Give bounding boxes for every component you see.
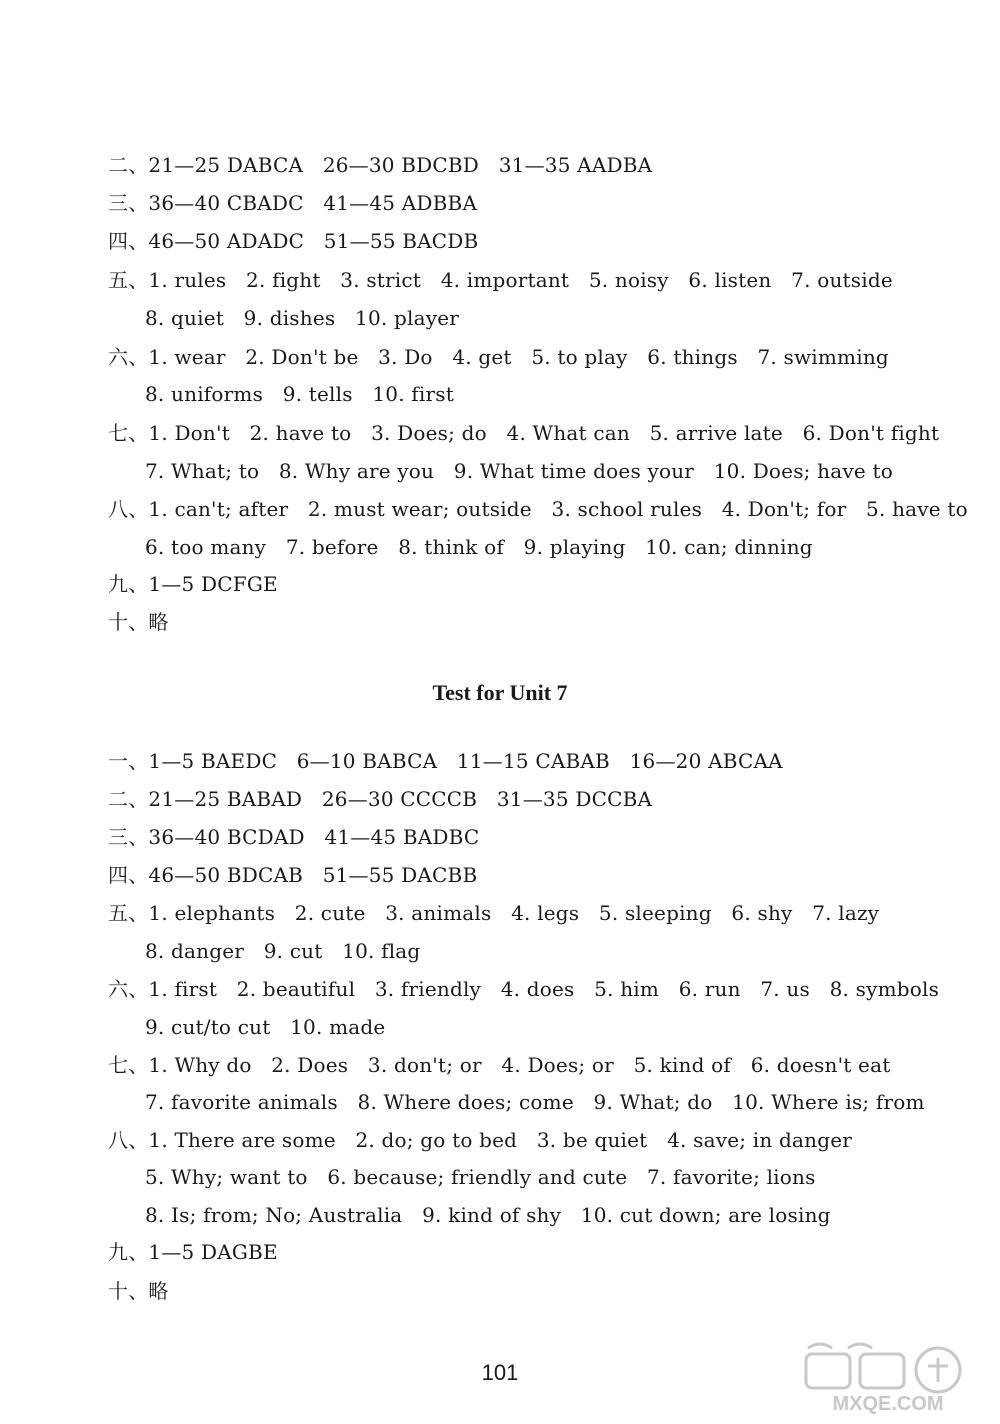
answer-line: 6. too many 7. before 8. think of 9. playing 10. can; dinning [145, 535, 813, 559]
answer-line: 8. uniforms 9. tells 10. first [145, 382, 454, 406]
answer-line: 8. Is; from; No; Australia 9. kind of shy 10. cut down; are losing [145, 1203, 831, 1227]
answer-line: 二、21—25 BABAD 26—30 CCCCB 31—35 DCCBA [108, 787, 653, 811]
answer-line: 5. Why; want to 6. because; friendly and cute 7. favorite; lions [145, 1165, 816, 1189]
answer-line: 七、1. Why do 2. Does 3. don't; or 4. Does; or 5. kind of 6. doesn't eat [108, 1053, 891, 1077]
answer-line: 八、1. can't; after 2. must wear; outside 3. school rules 4. Don't; for 5. have to [108, 497, 968, 521]
answer-line: 四、46—50 BDCAB 51—55 DACBB [108, 863, 478, 887]
answer-line: 一、1—5 BAEDC 6—10 BABCA 11—15 CABAB 16—20 ABCAA [108, 749, 783, 773]
watermark-logo [788, 1336, 988, 1416]
answer-line: 五、1. rules 2. fight 3. strict 4. important 5. noisy 6. listen 7. outside [108, 268, 893, 292]
answer-line: 九、1—5 DAGBE [108, 1240, 278, 1264]
watermark-url: MXQE.COM [832, 1393, 944, 1415]
answer-line: 二、21—25 DABCA 26—30 BDCBD 31—35 AADBA [108, 153, 653, 177]
answer-line: 三、36—40 BCDAD 41—45 BADBC [108, 825, 480, 849]
answer-line: 八、1. There are some 2. do; go to bed 3. be quiet 4. save; in danger [108, 1128, 852, 1152]
answer-line: 8. quiet 9. dishes 10. player [145, 306, 460, 330]
answer-line: 七、1. Don't 2. have to 3. Does; do 4. What can 5. arrive late 6. Don't fight [108, 421, 940, 445]
answer-line: 四、46—50 ADADC 51—55 BACDB [108, 229, 479, 253]
answer-line: 三、36—40 CBADC 41—45 ADBBA [108, 191, 478, 215]
answer-line: 7. What; to 8. Why are you 9. What time does your 10. Does; have to [145, 459, 893, 483]
answer-line: 九、1—5 DCFGE [108, 572, 278, 596]
answer-line: 7. favorite animals 8. Where does; come 9. What; do 10. Where is; from [145, 1090, 925, 1114]
answer-line: 五、1. elephants 2. cute 3. animals 4. legs 5. sleeping 6. shy 7. lazy [108, 901, 880, 925]
answer-line: 十、略 [108, 1279, 169, 1303]
page-number: 101 [481, 1360, 519, 1385]
answer-line: 9. cut/to cut 10. made [145, 1015, 386, 1039]
answer-line: 六、1. first 2. beautiful 3. friendly 4. does 5. him 6. run 7. us 8. symbols [108, 977, 940, 1001]
answer-line: 十、略 [108, 610, 169, 634]
answer-line: 8. danger 9. cut 10. flag [145, 939, 421, 963]
section-heading: Test for Unit 7 [432, 680, 568, 705]
answer-line: 六、1. wear 2. Don't be 3. Do 4. get 5. to play 6. things 7. swimming [108, 345, 889, 369]
